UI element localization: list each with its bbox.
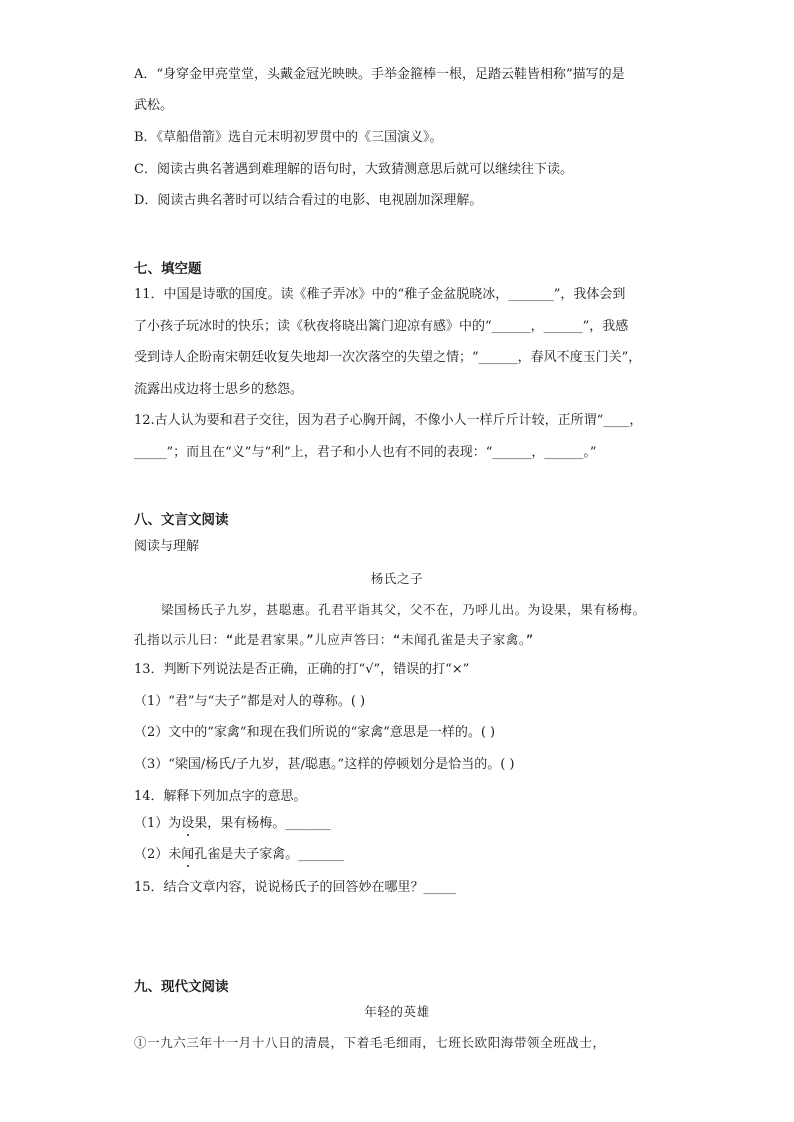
section-8-heading: 八、文言文阅读 [134, 512, 229, 528]
option-d: D．阅读古典名著时可以结合看过的电影、电视剧加深理解。 [134, 193, 483, 208]
option-a-line1: A．“身穿金甲亮堂堂，头戴金冠光映映。手举金箍棒一根，足踏云鞋皆相称”描写的是 [134, 67, 625, 82]
story-title: 年轻的英雄 [364, 1004, 430, 1019]
q11-line3: 受到诗人企盼南宋朝廷收复失地却一次次落空的失望之情；“______，春风不度玉门关”， [134, 350, 642, 365]
q12-line2: _____”；而且在“义”与“利”上，君子和小人也有不同的表现：“______，______。” [134, 445, 597, 460]
option-b: B．《草船借箭》选自元末明初罗贯中的《三国演义》。 [134, 130, 443, 145]
q14-item2-pre: （2）未 [134, 847, 182, 862]
q14-item2 [134, 846, 660, 864]
q13-item1: （1）“君”与“夫子”都是对人的尊称。( ) [134, 694, 366, 709]
q12-line1: 12.古人认为要和君子交往，因为君子心胸开阔，不像小人一样斤斤计较，正所谓“____， [134, 413, 643, 428]
q14-prompt: 14．解释下列加点字的意思。 [134, 789, 307, 804]
story-para1: ①一九六三年十一月十八日的清晨，下着毛毛细雨，七班长欧阳海带领全班战士， [134, 1035, 606, 1050]
passage-line2: 孔指以示儿曰：“此是君家果。”儿应声答曰：“未闻孔雀是夫子家禽。” [134, 632, 534, 647]
option-c: C．阅读古典名著遇到难理解的语句时，大致猜测意思后就可以继续往下读。 [134, 162, 573, 177]
passage-title: 杨氏之子 [370, 571, 424, 586]
q14-item1-pre: （1）为 [134, 816, 182, 831]
option-a-line2: 武松。 [134, 98, 174, 113]
q11-line1: 11．中国是诗歌的国度。读《稚子弄冰》中的“稚子金盆脱晓冰，_______”，我体会到 [134, 287, 626, 302]
q14-item1-post: 果，果有杨梅。_______ [194, 816, 331, 831]
q13-item3: （3）“梁国/杨氏/子九岁，甚/聪惠。”这样的停顿划分是恰当的。( ) [134, 757, 515, 772]
q14-item1 [134, 815, 660, 833]
q14-item1-dotted-char: 设 [181, 816, 195, 831]
q11-line2: 了小孩子玩冰时的快乐；读《秋夜将晓出篱门迎凉有感》中的“______，______”，我感 [134, 319, 629, 334]
passage-line1: 梁国杨氏子九岁，甚聪惠。孔君平诣其父，父不在，乃呼儿出。为设果，果有杨梅。 [161, 602, 646, 617]
read-and-understand: 阅读与理解 [134, 539, 200, 554]
q15-prompt: 15．结合文章内容，说说杨氏子的回答妙在哪里？_____ [134, 880, 457, 895]
q14-item2-dotted-char: 闻 [181, 847, 195, 862]
q14-item2-post: 孔雀是夫子家禽。_______ [194, 847, 344, 862]
q13-prompt: 13．判断下列说法是否正确，正确的打“√”，错误的打“×” [134, 662, 470, 677]
section-9-heading: 九、现代文阅读 [134, 979, 229, 995]
q11-line4: 流露出戍边将士思乡的愁怨。 [134, 382, 304, 397]
section-7-heading: 七、填空题 [134, 261, 202, 277]
q13-item2: （2）文中的“家禽”和现在我们所说的“家禽”意思是一样的。( ) [134, 725, 496, 740]
